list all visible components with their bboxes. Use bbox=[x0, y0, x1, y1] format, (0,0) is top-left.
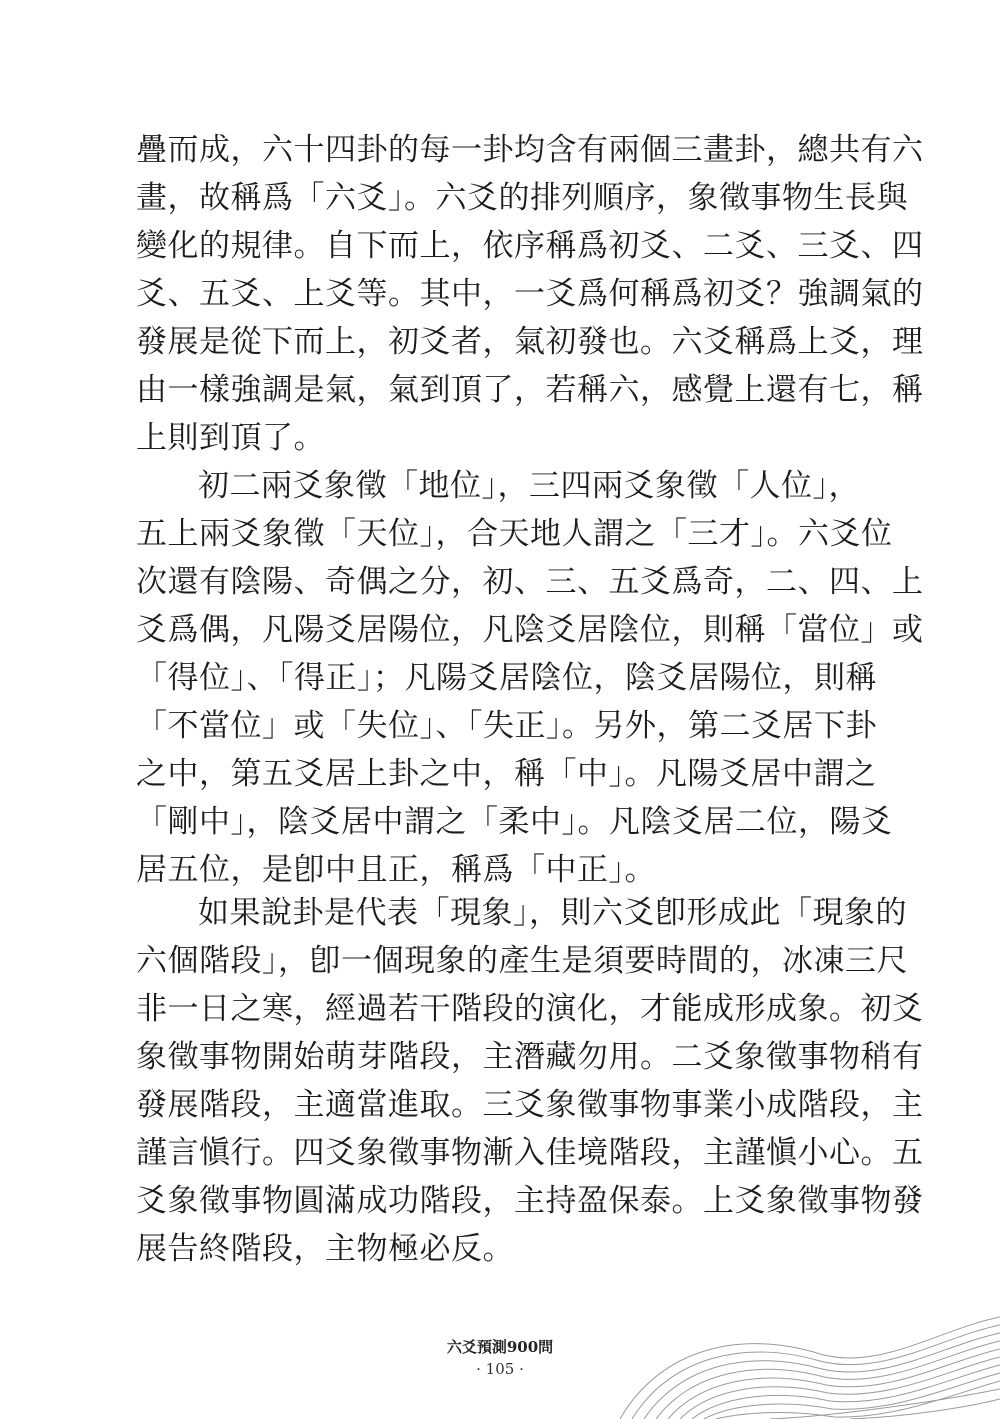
text-line: 初二兩爻象徵「地位」，三四兩爻象徵「人位」， bbox=[198, 468, 860, 504]
text-line: 「得位」、「得正」；凡陽爻居陰位，陰爻居陽位，則稱 bbox=[136, 660, 877, 696]
text-line: 展告終階段，主物極必反。 bbox=[136, 1231, 514, 1267]
text-line: 象徵事物開始萌芽階段，主潛藏勿用。二爻象徵事物稍有 bbox=[136, 1039, 924, 1075]
paragraph-2 bbox=[136, 462, 924, 894]
paragraph-1 bbox=[136, 126, 924, 462]
text-line: 爻象徵事物圓滿成功階段，主持盈保泰。上爻象徵事物發 bbox=[136, 1183, 924, 1219]
text-line: 變化的規律。自下而上，依序稱爲初爻、二爻、三爻、四 bbox=[136, 228, 924, 264]
text-line: 非一日之寒，經過若干階段的演化，才能成形成象。初爻 bbox=[136, 991, 924, 1027]
text-line: 爻、五爻、上爻等。其中，一爻爲何稱爲初爻？強調氣的 bbox=[136, 276, 924, 312]
text-line: 六個階段」，卽一個現象的產生是須要時間的，冰凍三尺 bbox=[136, 943, 908, 979]
text-line: 上則到頂了。 bbox=[136, 420, 325, 456]
text-line: 居五位，是卽中且正，稱爲「中正」。 bbox=[136, 852, 656, 888]
footer-book-title: 六爻預測900問 bbox=[446, 1338, 554, 1356]
text-line: 發展是從下而上，初爻者，氣初發也。六爻稱爲上爻，理 bbox=[136, 324, 924, 360]
text-line: 五上兩爻象徵「天位」，合天地人謂之「三才」。六爻位 bbox=[136, 516, 893, 552]
text-line: 謹言愼行。四爻象徵事物漸入佳境階段，主謹愼小心。五 bbox=[136, 1135, 924, 1171]
text-line: 由一樣強調是氣，氣到頂了，若稱六，感覺上還有七，稱 bbox=[136, 372, 924, 408]
text-line: 之中，第五爻居上卦之中，稱「中」。凡陽爻居中謂之 bbox=[136, 756, 877, 792]
text-line: 畫，故稱爲「六爻」。六爻的排列順序，象徵事物生長與 bbox=[136, 180, 908, 216]
text-line: 爻爲偶，凡陽爻居陽位，凡陰爻居陰位，則稱「當位」或 bbox=[136, 612, 924, 648]
text-line: 「剛中」，陰爻居中謂之「柔中」。凡陰爻居二位，陽爻 bbox=[136, 804, 893, 840]
text-line: 次還有陰陽、奇偶之分，初、三、五爻爲奇，二、四、上 bbox=[136, 564, 924, 600]
paragraph-3 bbox=[136, 889, 924, 1273]
decorative-wave-lines bbox=[620, 1309, 1000, 1419]
text-line: 疊而成，六十四卦的每一卦均含有兩個三畫卦，總共有六 bbox=[136, 132, 924, 168]
text-line: 「不當位」或「失位」、「失正」。另外，第二爻居下卦 bbox=[136, 708, 877, 744]
page-number: · 105 · bbox=[476, 1360, 524, 1378]
text-line: 發展階段，主適當進取。三爻象徵事物事業小成階段，主 bbox=[136, 1087, 924, 1123]
text-line: 如果說卦是代表「現象」，則六爻卽形成此「現象的 bbox=[198, 895, 907, 931]
